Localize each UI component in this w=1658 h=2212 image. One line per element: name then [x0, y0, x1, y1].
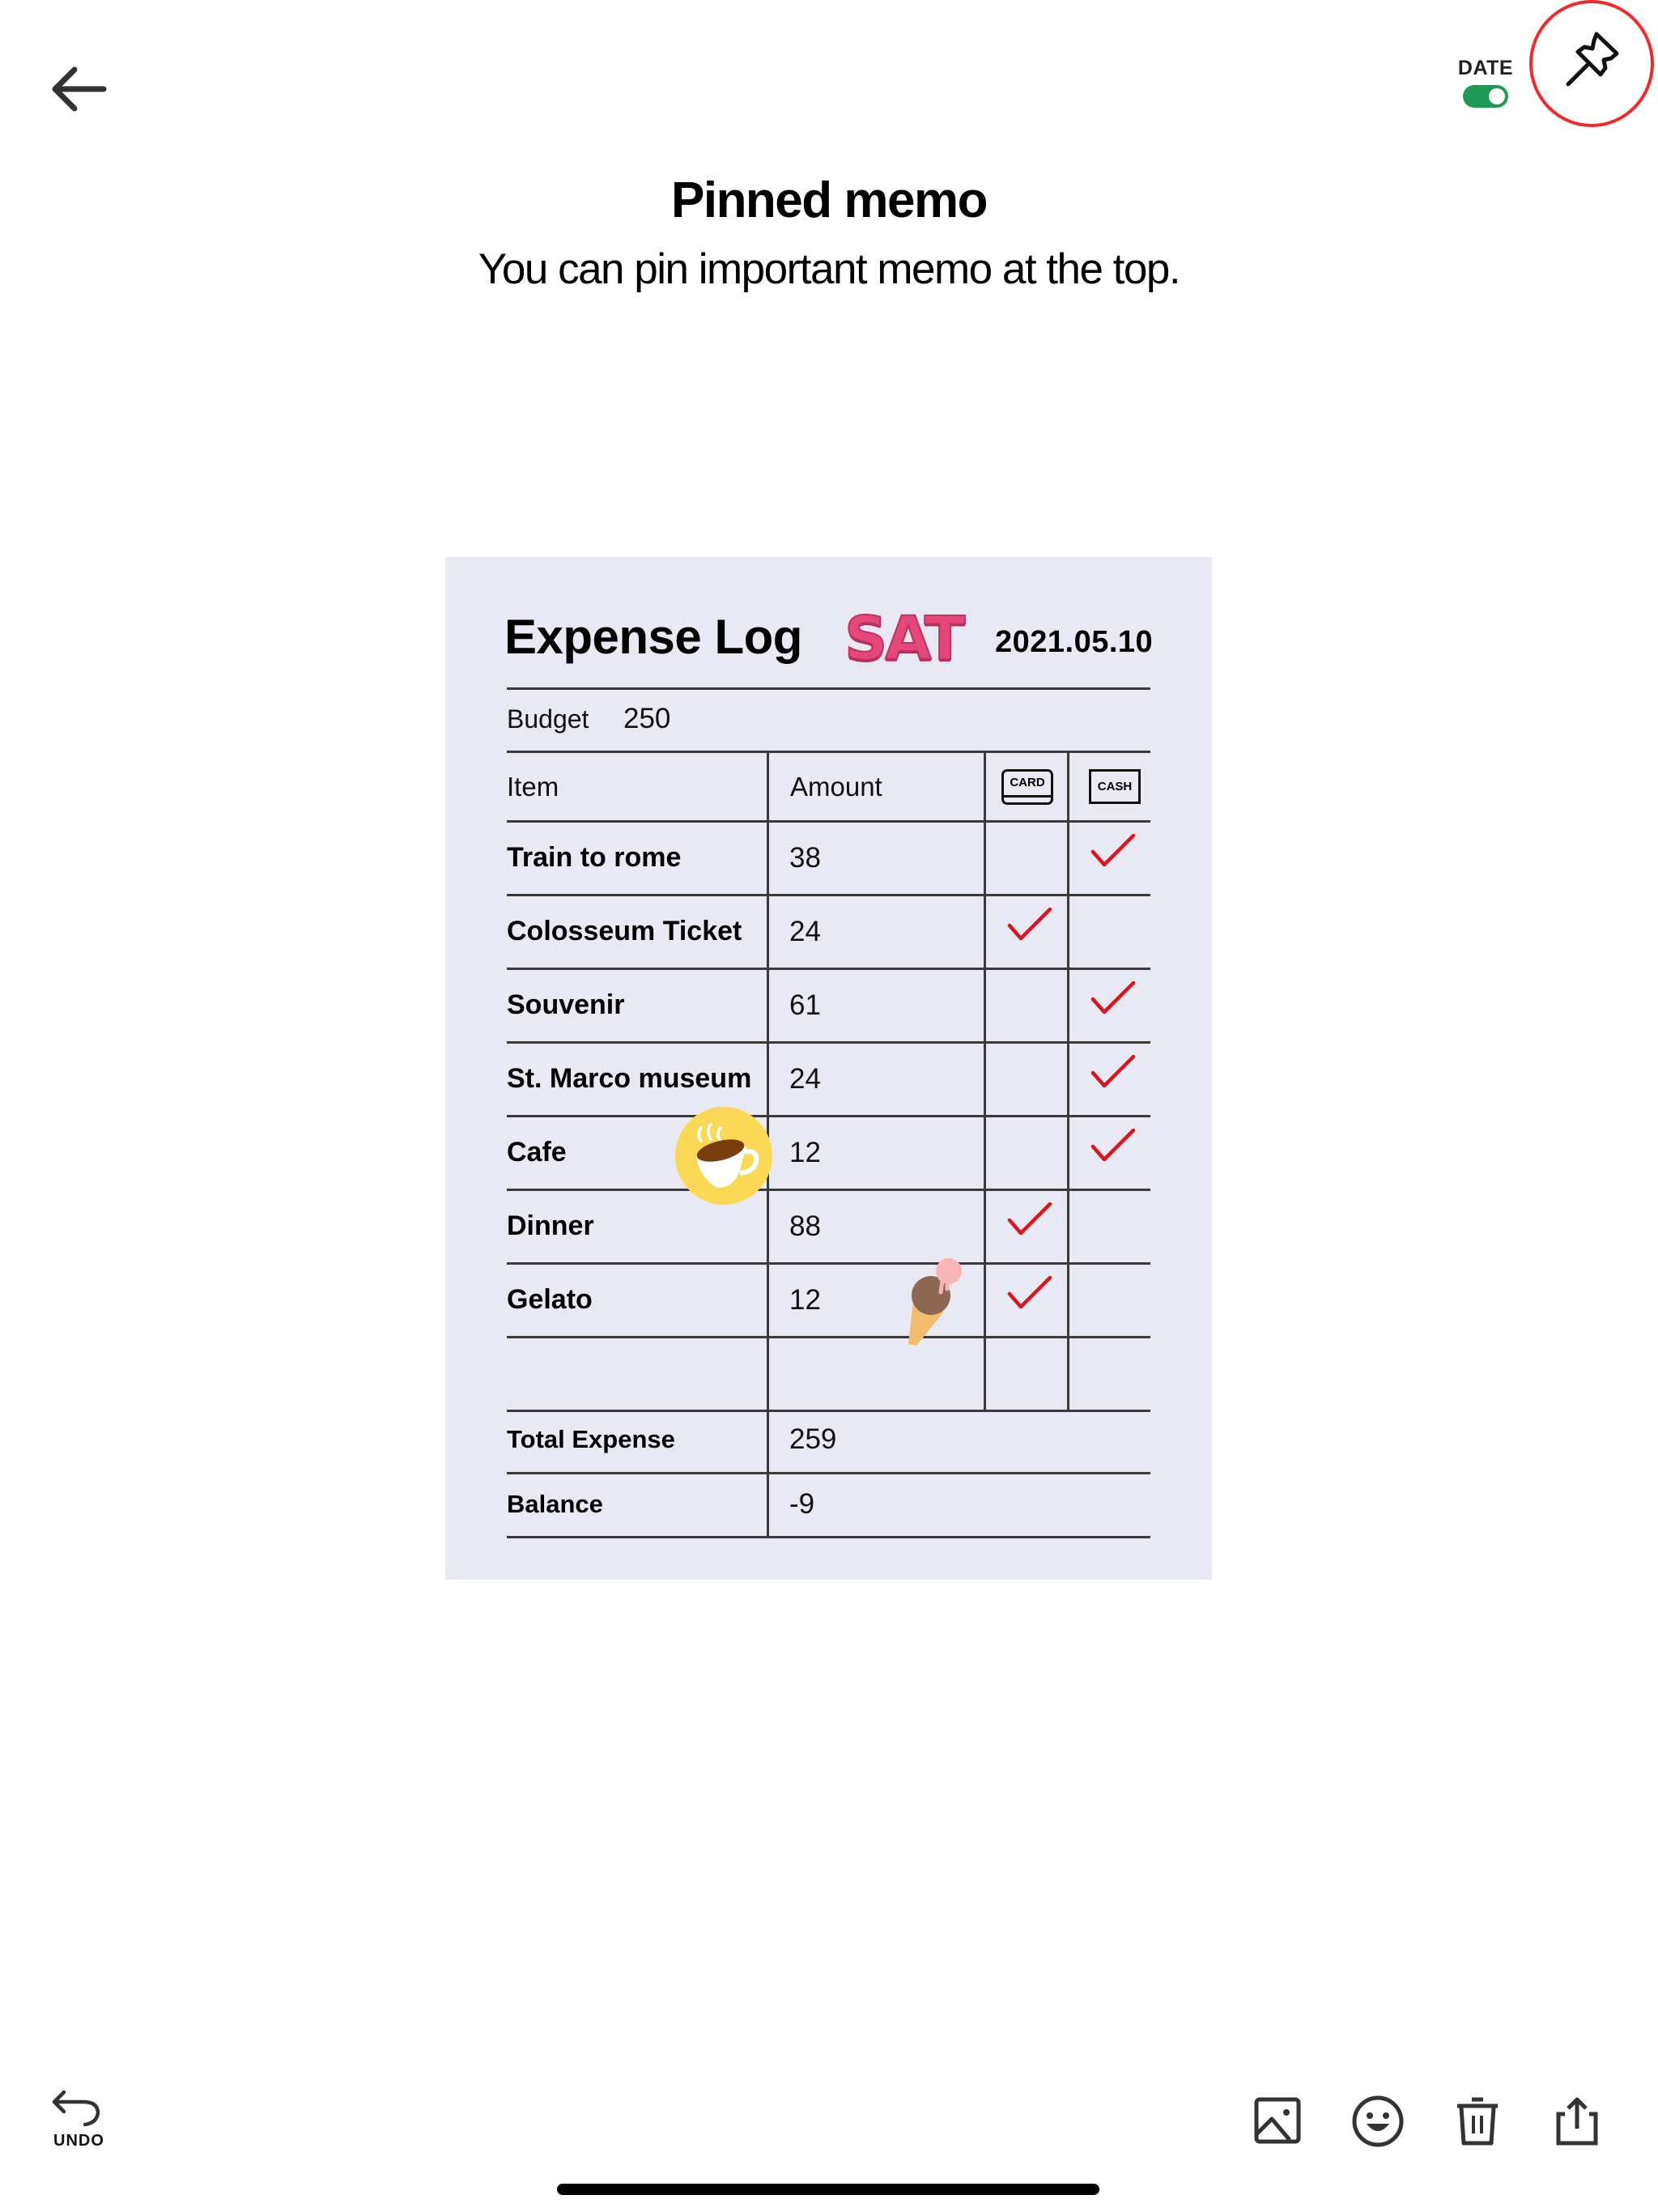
card-check-icon[interactable]	[1006, 908, 1055, 943]
cash-check-icon[interactable]	[1090, 981, 1138, 1017]
insert-sticker-button[interactable]	[1350, 2093, 1406, 2150]
divider	[507, 1536, 1150, 1538]
total-expense-value: 259	[789, 1423, 837, 1455]
ice-cream-cone-sticker[interactable]	[907, 1253, 971, 1351]
divider	[507, 1115, 1150, 1117]
cash-check-icon[interactable]	[1090, 1055, 1138, 1091]
delete-button[interactable]	[1449, 2093, 1506, 2150]
column-divider	[984, 752, 986, 1411]
day-sticker: SAT	[844, 604, 963, 674]
undo-icon	[51, 2087, 108, 2126]
divider	[507, 1041, 1150, 1044]
undo-label: UNDO	[53, 2132, 104, 2150]
column-header-amount: Amount	[790, 772, 882, 802]
memo-date: 2021.05.10	[995, 625, 1154, 659]
cash-check-icon[interactable]	[1090, 1129, 1138, 1164]
emoji-icon	[1350, 2093, 1406, 2150]
column-header-item: Item	[507, 772, 559, 802]
divider	[507, 687, 1150, 690]
page-subtitle: You can pin important memo at the top.	[478, 245, 1180, 293]
share-icon	[1549, 2093, 1605, 2150]
row-amount[interactable]: 12	[789, 1137, 821, 1168]
date-toggle[interactable]	[1449, 57, 1522, 121]
arrow-left-icon	[40, 55, 130, 128]
divider	[507, 820, 1150, 823]
row-amount[interactable]: 12	[789, 1284, 821, 1316]
share-button[interactable]	[1549, 2093, 1605, 2150]
total-expense-label: Total Expense	[507, 1425, 675, 1453]
cash-check-icon[interactable]	[1090, 834, 1138, 870]
card-check-icon[interactable]	[1006, 1276, 1055, 1312]
row-amount[interactable]: 24	[789, 916, 821, 947]
column-divider	[1067, 752, 1069, 1411]
home-indicator[interactable]	[557, 2184, 1099, 2195]
row-item[interactable]: Train to rome	[507, 842, 682, 873]
date-toggle-switch[interactable]	[1463, 85, 1508, 108]
divider	[507, 1262, 1150, 1265]
divider	[507, 1410, 1150, 1412]
row-item[interactable]: Dinner	[507, 1210, 594, 1241]
pushpin-icon	[1560, 28, 1625, 92]
pin-button[interactable]	[1529, 0, 1654, 127]
cash-column-icon	[1089, 769, 1141, 804]
memo-title: Expense Log	[504, 610, 802, 664]
row-amount[interactable]: 24	[789, 1063, 821, 1095]
row-item[interactable]: St. Marco museum	[507, 1063, 752, 1094]
balance-label: Balance	[507, 1490, 603, 1518]
row-item[interactable]: Gelato	[507, 1284, 593, 1315]
card-label: CARD	[1010, 776, 1045, 789]
ice-cream-icon	[907, 1253, 971, 1351]
row-item[interactable]: Cafe	[507, 1137, 567, 1168]
budget-label: Budget	[507, 704, 589, 734]
divider	[507, 1336, 1150, 1338]
divider	[507, 968, 1150, 970]
divider	[507, 1189, 1150, 1191]
card-column-icon	[1001, 769, 1053, 805]
toggle-knob	[1489, 88, 1505, 104]
back-button[interactable]	[40, 55, 130, 128]
insert-image-button[interactable]	[1251, 2093, 1307, 2150]
row-amount[interactable]: 88	[789, 1210, 821, 1242]
divider	[507, 751, 1150, 753]
budget-value[interactable]: 250	[623, 703, 671, 734]
row-amount[interactable]: 61	[789, 989, 821, 1021]
row-amount[interactable]: 38	[789, 842, 821, 874]
row-item[interactable]: Colosseum Ticket	[507, 916, 742, 946]
cash-label: CASH	[1097, 780, 1133, 793]
page-title: Pinned memo	[670, 172, 987, 228]
card-check-icon[interactable]	[1006, 1202, 1055, 1238]
divider	[507, 894, 1150, 896]
balance-value: -9	[789, 1488, 815, 1520]
undo-button[interactable]	[40, 2087, 117, 2152]
coffee-cup-icon	[675, 1107, 772, 1205]
divider	[507, 1472, 1150, 1474]
row-item[interactable]: Souvenir	[507, 989, 625, 1020]
date-toggle-label: DATE	[1457, 57, 1514, 79]
coffee-cup-sticker[interactable]	[675, 1107, 772, 1205]
trash-icon	[1449, 2093, 1506, 2150]
image-icon	[1251, 2093, 1307, 2150]
